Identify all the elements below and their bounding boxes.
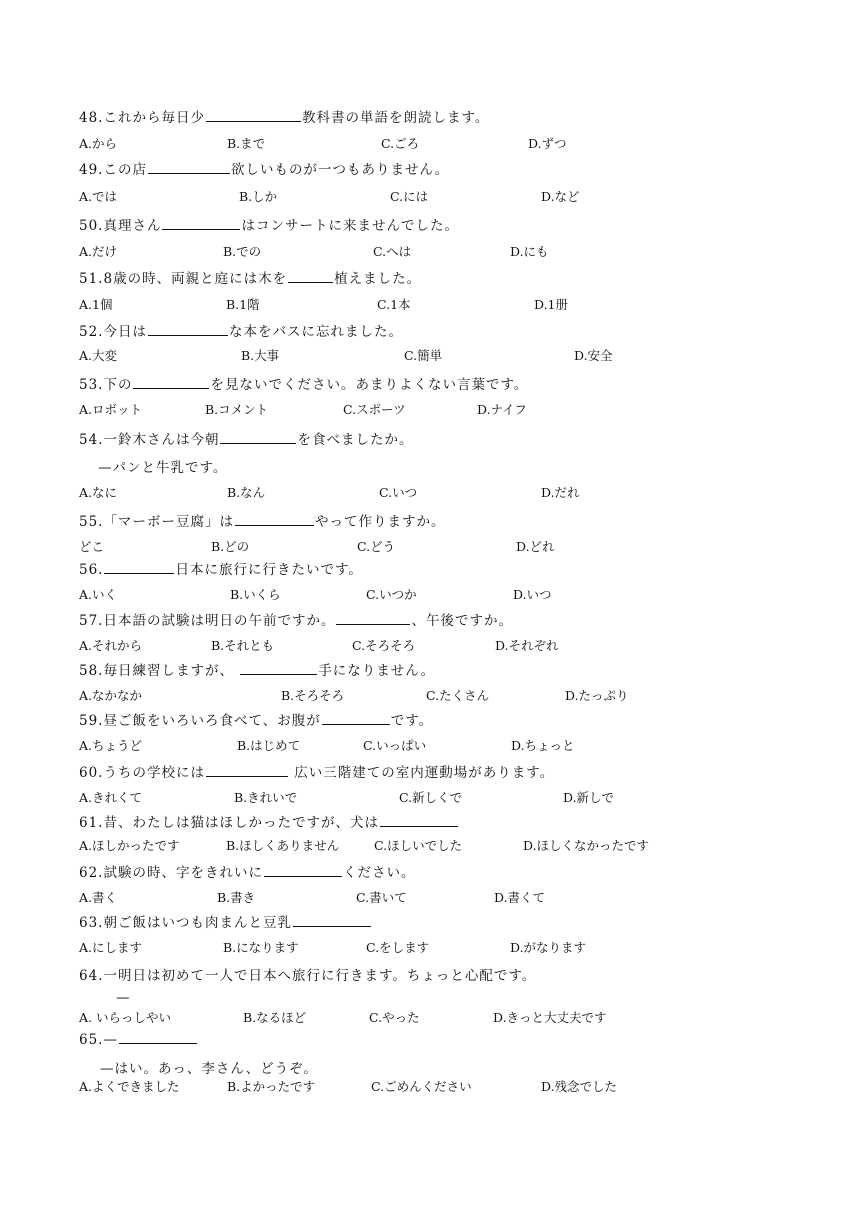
answer-blank[interactable]	[104, 560, 174, 574]
option-c[interactable]: C.どう	[357, 539, 396, 554]
question-number: 54.	[79, 432, 104, 448]
question-number: 61.	[79, 815, 104, 831]
question-text-before: 8歳の時、両親と庭には木を	[103, 271, 288, 287]
option-c[interactable]: C.そろそろ	[352, 638, 416, 653]
question-number: 51.	[79, 271, 104, 287]
question-54	[79, 428, 413, 448]
option-a[interactable]: A.それから	[79, 638, 143, 653]
question-number: 57.	[79, 613, 104, 629]
option-d[interactable]: D.書くて	[494, 890, 546, 905]
options-row	[79, 888, 820, 906]
answer-blank[interactable]	[240, 661, 317, 675]
option-b[interactable]: B.になります	[223, 940, 299, 955]
dialogue-reply: —はい。あっ、李さん、どうぞ。	[100, 1061, 318, 1077]
question-text-before: 真理さん	[103, 218, 162, 234]
option-c[interactable]: C.ほしいでした	[374, 838, 463, 853]
question-text-after: はコンサートに来ませんでした。	[241, 218, 459, 234]
option-c[interactable]: C.ごめんください	[371, 1079, 472, 1094]
option-c[interactable]: C.いつか	[366, 587, 417, 602]
options-row	[79, 686, 820, 704]
question-55	[79, 510, 445, 530]
answer-blank[interactable]	[206, 763, 288, 777]
option-d[interactable]: D.たっぷり	[565, 688, 629, 703]
option-c[interactable]: C.やった	[369, 1010, 420, 1025]
option-b[interactable]: B.ほしくありません	[226, 838, 340, 853]
option-d[interactable]: D.安全	[574, 348, 613, 363]
option-a[interactable]: A.書く	[79, 890, 118, 905]
question-59	[79, 709, 433, 729]
options-row	[79, 1077, 820, 1095]
question-53	[79, 373, 528, 393]
question-text-after: 、午後ですか。	[411, 613, 513, 629]
option-c[interactable]: C.いっぱい	[363, 738, 427, 753]
option-b[interactable]: B.での	[223, 244, 262, 259]
question-63	[79, 911, 372, 931]
option-a[interactable]: A.にします	[79, 940, 143, 955]
options-row	[79, 295, 820, 313]
dialogue-reply: —パンと牛乳です。	[98, 460, 228, 476]
question-57	[79, 609, 513, 629]
options-row	[79, 836, 820, 854]
question-text-after: やって作りますか。	[314, 514, 446, 530]
answer-blank[interactable]	[162, 216, 240, 230]
question-49	[79, 158, 449, 178]
question-text-after: 手になりません。	[318, 663, 436, 679]
option-c[interactable]: C.には	[390, 189, 429, 204]
option-d[interactable]: D.ちょっと	[511, 738, 575, 753]
option-c[interactable]: C.1本	[377, 297, 411, 312]
question-text-after: 教科書の単語を朗読します。	[301, 110, 490, 126]
option-c[interactable]: C.たくさん	[426, 688, 490, 703]
question-64	[79, 964, 536, 984]
question-text-after: ください。	[342, 865, 416, 881]
option-a[interactable]: A.ロボット	[79, 402, 143, 417]
answer-blank[interactable]	[380, 813, 458, 827]
option-b[interactable]: B.大事	[241, 348, 280, 363]
option-b[interactable]: B.いくら	[230, 587, 281, 602]
option-c[interactable]: C.スポーツ	[343, 402, 406, 417]
answer-blank[interactable]	[288, 269, 333, 283]
option-b[interactable]: B.まで	[227, 136, 266, 151]
options-row	[79, 134, 820, 152]
option-b[interactable]: B.コメント	[205, 402, 269, 417]
question-text-after: 欲しいものが一つもありません。	[230, 162, 450, 178]
question-text-after: 広い三階建ての室内運動場があります。	[288, 765, 555, 781]
question-text-before: 下の	[103, 377, 133, 393]
option-b[interactable]: B.どの	[211, 539, 250, 554]
option-a[interactable]: A.大変	[79, 348, 118, 363]
option-c[interactable]: C.書いて	[356, 890, 407, 905]
question-text-before: うちの学校には	[103, 765, 205, 781]
option-d[interactable]: D.きっと大丈夫です	[493, 1010, 607, 1025]
question-text-after: 植えました。	[334, 271, 422, 287]
question-number: 49.	[79, 162, 104, 178]
question-text-before: これから毎日少	[103, 110, 205, 126]
option-b[interactable]: B.なるほど	[243, 1010, 307, 1025]
options-row	[79, 483, 820, 501]
dialogue-reply	[116, 990, 131, 1006]
question-48	[79, 106, 489, 126]
answer-blank[interactable]	[293, 913, 371, 927]
option-a[interactable]: A.なに	[79, 485, 118, 500]
options-row	[79, 1008, 820, 1026]
answer-blank[interactable]	[119, 1030, 197, 1044]
question-65	[79, 1030, 198, 1048]
option-a[interactable]: A.よくできました	[79, 1079, 180, 1094]
option-d[interactable]: D.残念でした	[541, 1079, 618, 1094]
option-d[interactable]: D.だれ	[541, 485, 580, 500]
question-50	[79, 214, 459, 234]
question-number: 63.	[79, 915, 104, 931]
option-a[interactable]: A.から	[79, 136, 118, 151]
option-a[interactable]: A. いらっしやい	[79, 1010, 171, 1025]
answer-blank[interactable]	[148, 160, 230, 174]
option-d[interactable]: D.1册	[534, 297, 569, 312]
question-number: 64.	[79, 968, 104, 984]
question-number: 52.	[79, 324, 104, 340]
question-56	[79, 558, 363, 578]
option-d[interactable]: D.いつ	[513, 587, 552, 602]
option-c[interactable]: C.をします	[366, 940, 430, 955]
option-a[interactable]: A.1個	[79, 297, 113, 312]
option-c[interactable]: C.いつ	[379, 485, 418, 500]
option-d[interactable]: D.ずつ	[528, 136, 567, 151]
question-number: 60.	[79, 765, 104, 781]
question-text-after: 日本に旅行に行きたいです。	[175, 562, 363, 578]
question-number: 58.	[79, 663, 104, 679]
option-a[interactable]: A.きれくて	[79, 790, 143, 805]
options-row	[79, 346, 820, 364]
options-row	[79, 187, 820, 205]
question-text-after: です。	[390, 713, 434, 729]
option-a[interactable]: A.ほしかったです	[79, 838, 180, 853]
question-60	[79, 761, 554, 781]
answer-blank[interactable]	[220, 430, 296, 444]
answer-blank[interactable]	[322, 711, 390, 725]
question-number: 55.	[79, 514, 104, 530]
question-51	[79, 267, 421, 287]
option-d[interactable]: D.ほしくなかったです	[523, 838, 650, 853]
options-row	[79, 537, 820, 555]
question-61	[79, 811, 459, 831]
answer-blank[interactable]	[148, 322, 228, 336]
option-d[interactable]: D.どれ	[516, 539, 555, 554]
option-a[interactable]: A.だけ	[79, 244, 118, 259]
options-row	[79, 938, 820, 956]
answer-blank[interactable]	[264, 863, 342, 877]
question-text-before: —	[103, 1032, 118, 1048]
question-text-before: 朝ご飯はいつも肉まんと豆乳	[103, 915, 292, 931]
question-number: 59.	[79, 713, 104, 729]
dialogue-dash: —	[116, 990, 131, 1006]
options-row	[79, 788, 820, 806]
option-b[interactable]: B.書き	[217, 890, 256, 905]
option-d[interactable]: D.がなります	[510, 940, 587, 955]
options-row	[79, 242, 820, 260]
option-a[interactable]: A.ちょうど	[79, 738, 143, 753]
option-b[interactable]: B.しか	[239, 189, 278, 204]
question-58	[79, 659, 435, 679]
option-b[interactable]: B.はじめて	[237, 738, 301, 753]
question-number: 53.	[79, 377, 104, 393]
options-row	[79, 636, 820, 654]
question-text-after: を見ないでください。あまりよくない言葉です。	[210, 377, 529, 393]
question-text-before: この店	[103, 162, 147, 178]
question-text-before: 日本語の試験は明日の午前ですか。	[103, 613, 336, 629]
question-number: 62.	[79, 865, 104, 881]
question-text-before: 昼ご飯をいろいろ食べて、お腹が	[103, 713, 321, 729]
answer-blank[interactable]	[133, 375, 209, 389]
question-text-after: を食べましたか。	[297, 432, 414, 448]
option-d[interactable]: D.など	[541, 189, 580, 204]
question-62	[79, 861, 415, 881]
question-text-after: な本をバスに忘れました。	[228, 324, 403, 340]
question-text-before: 試験の時、字をきれいに	[103, 865, 263, 881]
option-d[interactable]: D.新しで	[563, 790, 615, 805]
question-number: 56.	[79, 562, 104, 578]
option-a[interactable]: どこ	[79, 539, 105, 554]
answer-blank[interactable]	[235, 512, 314, 526]
option-a[interactable]: A.いく	[79, 587, 118, 602]
option-c[interactable]: C.へは	[373, 244, 412, 259]
options-row	[79, 585, 820, 603]
option-b[interactable]: B.なん	[227, 485, 266, 500]
option-d[interactable]: D.ナイフ	[477, 402, 527, 417]
question-number: 65.	[79, 1032, 104, 1048]
option-b[interactable]: B.1階	[226, 297, 260, 312]
answer-blank[interactable]	[336, 611, 410, 625]
options-row	[79, 400, 820, 418]
question-number: 50.	[79, 218, 104, 234]
answer-blank[interactable]	[206, 108, 301, 122]
option-b[interactable]: B.それとも	[211, 638, 275, 653]
option-d[interactable]: D.それぞれ	[495, 638, 559, 653]
question-text-before: 今日は	[103, 324, 147, 340]
question-text-before: 一鈴木さんは今朝	[103, 432, 220, 448]
question-text-before: 昔、わたしは猫はほしかったですが、犬は	[103, 815, 379, 831]
option-c[interactable]: C.簡単	[404, 348, 443, 363]
option-c[interactable]: C.新しくで	[399, 790, 463, 805]
question-52	[79, 320, 403, 340]
question-number: 48.	[79, 110, 104, 126]
question-text-before: 一明日は初めて一人で日本へ旅行に行きます。ちょっと心配です。	[103, 968, 537, 984]
option-b[interactable]: B.そろそろ	[281, 688, 345, 703]
option-a[interactable]: A.では	[79, 189, 118, 204]
option-b[interactable]: B.きれいで	[234, 790, 298, 805]
option-a[interactable]: A.なかなか	[79, 688, 143, 703]
question-text-before: 毎日練習しますが、	[103, 663, 240, 679]
option-c[interactable]: C.ごろ	[381, 136, 420, 151]
options-row	[79, 736, 820, 754]
option-b[interactable]: B.よかったです	[227, 1079, 316, 1094]
option-d[interactable]: D.にも	[510, 244, 549, 259]
question-text-before: 「マーボー豆腐」は	[103, 514, 234, 530]
